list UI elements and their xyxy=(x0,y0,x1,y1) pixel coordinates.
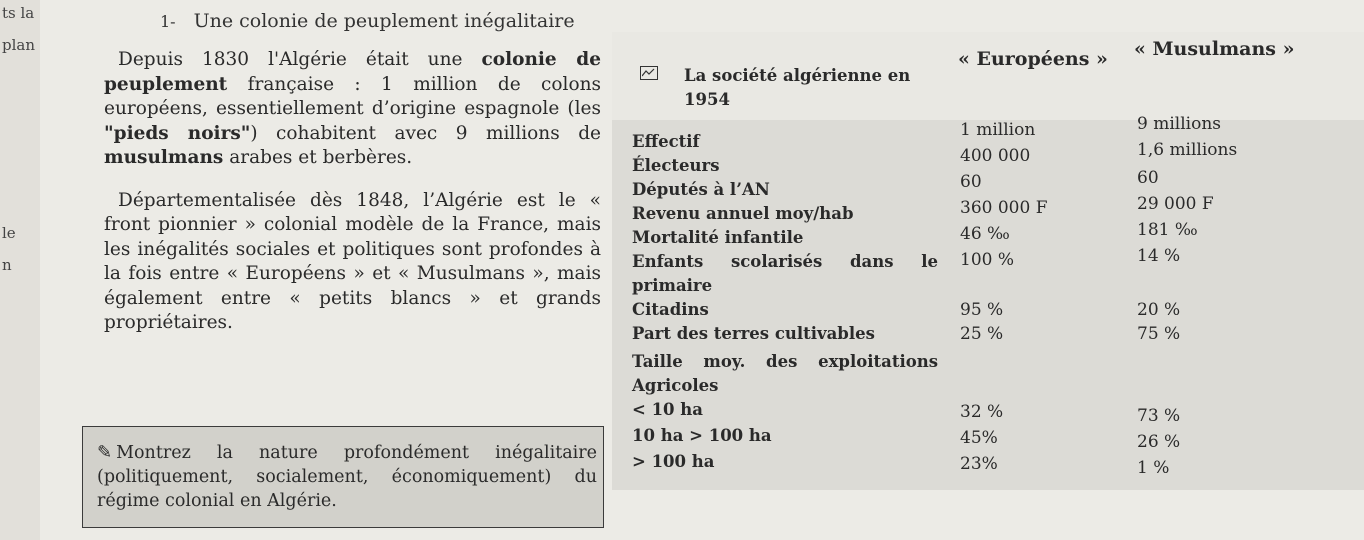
muslims-value: 9 millions xyxy=(1137,114,1221,134)
bold-term: colonie de peuplement xyxy=(104,49,601,95)
row-label: Taille moy. des exploitations xyxy=(632,352,938,371)
row-label: Part des terres cultivables xyxy=(632,324,875,343)
page-margin xyxy=(0,0,40,540)
muslims-value: 20 % xyxy=(1137,300,1181,320)
section-title-text: Une colonie de peuplement inégalitaire xyxy=(193,10,575,32)
europeans-value: 60 xyxy=(960,172,982,192)
society-table xyxy=(612,32,1364,490)
pencil-icon: ✎ xyxy=(97,442,113,463)
margin-fragment: plan xyxy=(2,36,36,54)
margin-fragment: n xyxy=(2,256,12,274)
margin-fragment: ts la xyxy=(2,4,35,22)
column-header-muslims: « Musulmans » xyxy=(1134,38,1295,60)
europeans-value: 46 ‰ xyxy=(960,224,1010,244)
europeans-value: 95 % xyxy=(960,300,1004,320)
muslims-value: 1,6 millions xyxy=(1137,140,1238,160)
muslims-value: 26 % xyxy=(1137,432,1181,452)
table-title: La société algérienne en 1954 xyxy=(684,66,911,109)
muslims-value: 181 ‰ xyxy=(1137,220,1198,240)
europeans-value: 1 million xyxy=(960,120,1036,140)
row-label-continued: Agricoles xyxy=(632,376,719,395)
task-text xyxy=(97,441,597,513)
intro-paragraph-2: Départementalisée dès 1848, l’Algérie est le « front pionnier » colonial modèle de la France, mais les inégalités sociales et politiques sont profondes à la fois entre « Européens » et « Musulmans », mais également entre « petits blancs » et grands propriétaires. xyxy=(104,189,601,333)
row-label: Effectif xyxy=(632,132,700,151)
row-label-continued: primaire xyxy=(632,276,713,295)
intro-text-span: arabes et berbères. xyxy=(223,147,413,168)
row-label: > 100 ha xyxy=(632,452,715,471)
intro-paragraph-1 xyxy=(104,48,601,171)
europeans-value: 100 % xyxy=(960,250,1015,270)
intro-text-span: ) cohabitent avec 9 millions de xyxy=(250,122,601,144)
europeans-value: 23% xyxy=(960,454,998,474)
europeans-value: 32 % xyxy=(960,402,1004,422)
bold-term: "pieds noirs" xyxy=(104,122,251,144)
muslims-value: 60 xyxy=(1137,168,1159,188)
section-title xyxy=(160,10,575,32)
chart-icon xyxy=(640,66,658,80)
row-label: Revenu annuel moy/hab xyxy=(632,204,854,223)
row-label: Enfants scolarisés dans le xyxy=(632,252,938,271)
europeans-value: 360 000 F xyxy=(960,198,1048,218)
row-label: Députés à l’AN xyxy=(632,180,770,199)
muslims-value: 75 % xyxy=(1137,324,1181,344)
muslims-value: 29 000 F xyxy=(1137,194,1214,214)
row-label: 10 ha > 100 ha xyxy=(632,426,772,445)
intro-text xyxy=(104,48,601,354)
section-number: 1- xyxy=(160,12,176,31)
europeans-value: 25 % xyxy=(960,324,1004,344)
column-header-europeans: « Européens » xyxy=(958,48,1108,70)
bold-term: musulmans xyxy=(104,147,224,168)
task-box xyxy=(82,426,604,528)
row-label: Électeurs xyxy=(632,156,720,175)
task-instruction: Montrez la nature profondément inégalitaire (politiquement, socialement, économiquement) du régime colonial en Algérie. xyxy=(97,443,597,511)
intro-text-span: française : 1 million de colons européens, essentiellement d’origine espagnole (les xyxy=(104,73,601,119)
muslims-value: 14 % xyxy=(1137,246,1181,266)
europeans-value: 400 000 xyxy=(960,146,1031,166)
intro-text-span: Depuis 1830 l'Algérie était une xyxy=(118,49,482,70)
europeans-value: 45% xyxy=(960,428,998,448)
row-label: Citadins xyxy=(632,300,709,319)
muslims-value: 73 % xyxy=(1137,406,1181,426)
margin-fragment: le xyxy=(2,224,16,242)
row-label: < 10 ha xyxy=(632,400,703,419)
row-label: Mortalité infantile xyxy=(632,228,804,247)
muslims-value: 1 % xyxy=(1137,458,1170,478)
